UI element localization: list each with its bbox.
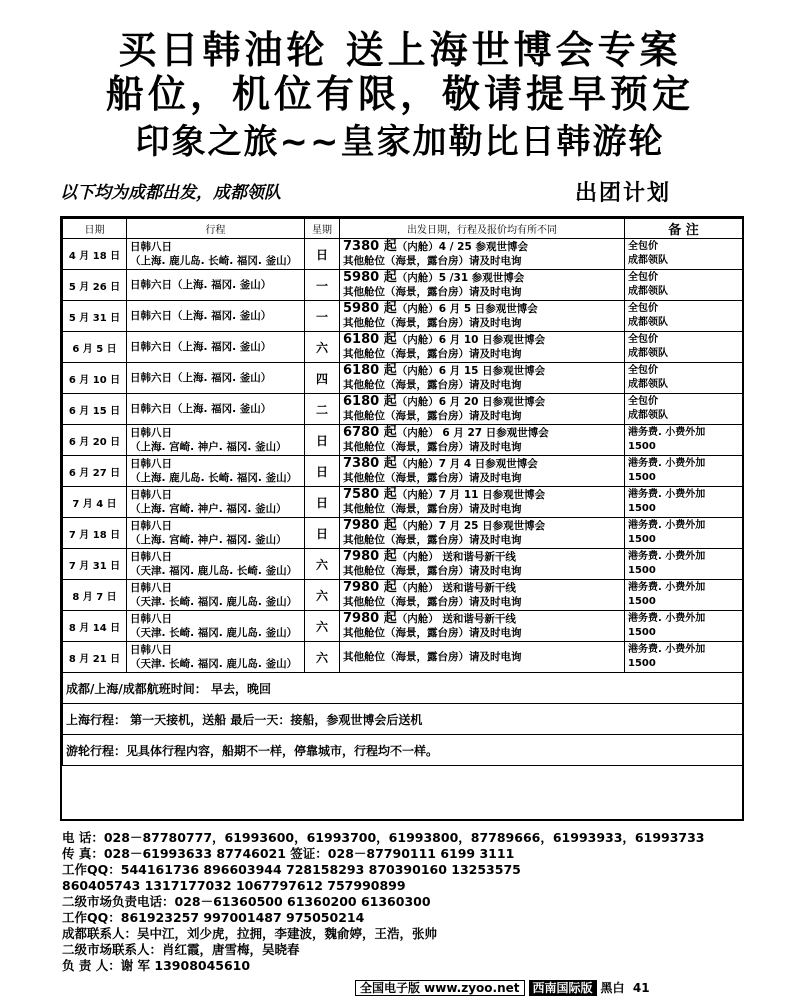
note-line-1: 港务费. 小费外加	[628, 582, 706, 593]
price-other-cabins: 其他舱位（海景，露台房）请及时电询	[343, 472, 522, 484]
row-note	[625, 363, 743, 394]
itinerary-title: 日韩八日	[130, 458, 172, 470]
price-detail: （内舱）7 月 11 日参观世博会	[396, 489, 546, 501]
note-line-2: 1500	[628, 658, 656, 669]
contact-fax: 传 真：028－61993633 87746021 签证：028－87790111 6199 3111	[62, 846, 515, 861]
row-itinerary	[127, 332, 305, 363]
price-other-cabins: 其他舱位（海景，露台房）请及时电询	[343, 565, 522, 577]
note-line-1: 全包价	[628, 334, 658, 345]
row-note	[625, 580, 743, 611]
price-other-cabins: 其他舱位（海景，露台房）请及时电询	[343, 255, 522, 267]
note-line-1: 港务费. 小费外加	[628, 520, 706, 531]
price-other-cabins: 其他舱位（海景，露台房）请及时电询	[343, 441, 522, 453]
price-detail: （内舱）6 月 10 日参观世博会	[396, 334, 546, 346]
note-line-1: 港务费. 小费外加	[628, 613, 706, 624]
note-line-1: 港务费. 小费外加	[628, 427, 706, 438]
itinerary-route: （天津. 福冈. 鹿儿岛. 长崎. 釜山）	[130, 565, 298, 577]
row-weekday: 日	[305, 456, 340, 487]
itinerary-route: （上海. 宫崎. 神户. 福冈. 釜山）	[130, 441, 287, 453]
row-note	[625, 549, 743, 580]
itinerary-title: 日韩八日	[130, 489, 172, 501]
note-line-2: 1500	[628, 472, 656, 483]
row-price	[340, 549, 625, 580]
itinerary-title: 日韩六日（上海. 福冈. 釜山）	[130, 279, 272, 291]
plan-label: 出团计划	[575, 181, 672, 206]
header-note: 备 注	[625, 219, 743, 239]
table-row	[63, 332, 743, 363]
row-date: 7 月 4 日	[63, 487, 127, 518]
price-other-cabins: 其他舱位（海景，露台房）请及时电询	[343, 410, 522, 422]
row-date: 8 月 7 日	[63, 580, 127, 611]
itinerary-title: 日韩八日	[130, 241, 172, 253]
row-itinerary	[127, 363, 305, 394]
footer-page: 41	[632, 981, 650, 995]
header-weekday: 星期	[305, 219, 340, 239]
row-date: 7 月 18 日	[63, 518, 127, 549]
row-note	[625, 456, 743, 487]
row-itinerary	[127, 642, 305, 673]
itinerary-title: 日韩八日	[130, 427, 172, 439]
note-line-1: 港务费. 小费外加	[628, 489, 706, 500]
headline-line-1: 买日韩油轮 送上海世博会专案	[118, 28, 682, 72]
price-detail: （内舱）7 月 4 日参观世博会	[396, 458, 538, 470]
price-from: 5980 起	[343, 270, 397, 285]
row-price	[340, 580, 625, 611]
row-date: 5 月 26 日	[63, 270, 127, 301]
row-weekday: 六	[305, 549, 340, 580]
contact-phone: 电 话：028－87780777，61993600，61993700，61993800，87789666，61993933，61993733	[62, 830, 705, 845]
row-date: 8 月 21 日	[63, 642, 127, 673]
footer-edition: 西南国际版	[529, 980, 597, 996]
info-shanghai: 上海行程： 第一天接机，送船 最后一天：接船，参观世博会后送机	[63, 704, 743, 735]
price-detail: （内舱） 6 月 27 日参观世博会	[396, 427, 549, 439]
row-note	[625, 332, 743, 363]
row-date: 7 月 31 日	[63, 549, 127, 580]
row-price	[340, 301, 625, 332]
row-note	[625, 394, 743, 425]
note-line-1: 港务费. 小费外加	[628, 644, 706, 655]
info-flight: 成都/上海/成都航班时间： 早去，晚回	[63, 673, 743, 704]
price-from: 6780 起	[343, 425, 397, 440]
itinerary-route: （上海. 宫崎. 神户. 福冈. 釜山）	[130, 534, 287, 546]
row-weekday: 日	[305, 239, 340, 270]
price-other-cabins: 其他舱位（海景，露台房）请及时电询	[343, 534, 522, 546]
row-note	[625, 239, 743, 270]
price-other-cabins: 其他舱位（海景，露台房）请及时电询	[343, 503, 522, 515]
price-other-cabins: 其他舱位（海景，露台房）请及时电询	[343, 651, 522, 663]
row-weekday: 一	[305, 270, 340, 301]
note-line-2: 成都领队	[628, 255, 668, 266]
price-detail: （内舱） 送和谐号新干线	[396, 613, 516, 625]
table-row	[63, 270, 743, 301]
row-price	[340, 611, 625, 642]
itinerary-title: 日韩八日	[130, 551, 172, 563]
itinerary-title: 日韩六日（上海. 福冈. 釜山）	[130, 310, 272, 322]
price-other-cabins: 其他舱位（海景，露台房）请及时电询	[343, 596, 522, 608]
note-line-2: 1500	[628, 503, 656, 514]
table-row	[63, 363, 743, 394]
row-itinerary	[127, 456, 305, 487]
note-line-2: 1500	[628, 441, 656, 452]
note-line-1: 港务费. 小费外加	[628, 551, 706, 562]
footer-site: 全国电子版 www.zyoo.net	[355, 980, 525, 996]
row-price	[340, 363, 625, 394]
itinerary-route: （天津. 长崎. 福冈. 鹿儿岛. 釜山）	[130, 627, 298, 639]
note-line-2: 成都领队	[628, 379, 668, 390]
contact-chengdu-people: 成都联系人：吴中江，刘少虎，拉拥，李建波，魏俞婷，王浩，张帅	[62, 926, 438, 941]
row-price	[340, 270, 625, 301]
itinerary-route: （上海. 宫崎. 神户. 福冈. 釜山）	[130, 503, 287, 515]
itinerary-title: 日韩八日	[130, 644, 172, 656]
row-itinerary	[127, 270, 305, 301]
row-date: 6 月 10 日	[63, 363, 127, 394]
price-from: 7980 起	[343, 611, 397, 626]
price-detail: （内舱） 送和谐号新干线	[396, 582, 516, 594]
contact-secondary-phone: 二级市场负责电话：028－61360500 61360200 61360300	[62, 894, 431, 909]
header-date: 日期	[63, 219, 127, 239]
row-weekday: 六	[305, 580, 340, 611]
note-line-2: 1500	[628, 565, 656, 576]
itinerary-route: （天津. 长崎. 福冈. 鹿儿岛. 釜山）	[130, 596, 298, 608]
price-from: 7380 起	[343, 456, 397, 471]
row-date: 6 月 15 日	[63, 394, 127, 425]
price-detail: （内舱）6 月 15 日参观世博会	[396, 365, 546, 377]
price-other-cabins: 其他舱位（海景，露台房）请及时电询	[343, 379, 522, 391]
itinerary-route: （上海. 鹿儿岛. 长崎. 福冈. 釜山）	[130, 472, 298, 484]
row-weekday: 二	[305, 394, 340, 425]
price-detail: （内舱）5 /31 参观世博会	[396, 272, 525, 284]
itinerary-title: 日韩六日（上海. 福冈. 釜山）	[130, 403, 272, 415]
row-price	[340, 425, 625, 456]
table-row	[63, 239, 743, 270]
note-line-1: 全包价	[628, 272, 658, 283]
row-price	[340, 332, 625, 363]
price-other-cabins: 其他舱位（海景，露台房）请及时电询	[343, 627, 522, 639]
row-itinerary	[127, 549, 305, 580]
row-weekday: 一	[305, 301, 340, 332]
footer-color: 黑白	[600, 981, 625, 995]
note-line-1: 全包价	[628, 365, 658, 376]
contact-qq-1: 工作QQ：544161736 896603944 728158293 870390160 13253575	[62, 862, 521, 877]
itinerary-title: 日韩六日（上海. 福冈. 釜山）	[130, 341, 272, 353]
row-date: 4 月 18 日	[63, 239, 127, 270]
note-line-1: 全包价	[628, 241, 658, 252]
row-weekday: 六	[305, 642, 340, 673]
price-detail: （内舱）6 月 5 日参观世博会	[396, 303, 538, 315]
row-price	[340, 394, 625, 425]
price-other-cabins: 其他舱位（海景，露台房）请及时电询	[343, 317, 522, 329]
table-row	[63, 611, 743, 642]
row-itinerary	[127, 239, 305, 270]
row-date: 6 月 20 日	[63, 425, 127, 456]
note-line-2: 1500	[628, 534, 656, 545]
price-from: 7980 起	[343, 580, 397, 595]
itinerary-route: （天津. 长崎. 福冈. 鹿儿岛. 釜山）	[130, 658, 298, 670]
row-date: 6 月 5 日	[63, 332, 127, 363]
table-row	[63, 549, 743, 580]
table-row	[63, 642, 743, 673]
price-detail: （内舱）6 月 20 日参观世博会	[396, 396, 546, 408]
table-row	[63, 456, 743, 487]
note-line-2: 1500	[628, 627, 656, 638]
row-weekday: 六	[305, 332, 340, 363]
departure-note: 以下均为成都出发，成都领队	[60, 183, 281, 203]
price-from: 7980 起	[343, 549, 397, 564]
row-price	[340, 456, 625, 487]
contact-qq-2: 860405743 1317177032 1067797612 757990899	[62, 878, 406, 893]
note-line-2: 成都领队	[628, 286, 668, 297]
price-other-cabins: 其他舱位（海景，露台房）请及时电询	[343, 348, 522, 360]
itinerary-title: 日韩八日	[130, 582, 172, 594]
note-line-1: 港务费. 小费外加	[628, 458, 706, 469]
itinerary-title: 日韩八日	[130, 613, 172, 625]
itinerary-title: 日韩八日	[130, 520, 172, 532]
price-from: 5980 起	[343, 301, 397, 316]
info-cruise: 游轮行程：见具体行程内容，船期不一样，停靠城市，行程均不一样。	[63, 735, 743, 766]
contact-qq-3: 工作QQ：861923257 997001487 975050214	[62, 910, 365, 925]
row-price	[340, 642, 625, 673]
table-row	[63, 487, 743, 518]
row-date: 6 月 27 日	[63, 456, 127, 487]
header-price: 出发日期，行程及报价均有所不同	[340, 219, 625, 239]
row-note	[625, 611, 743, 642]
row-note	[625, 301, 743, 332]
price-detail: （内舱）4 / 25 参观世博会	[396, 241, 528, 253]
row-itinerary	[127, 301, 305, 332]
note-line-1: 全包价	[628, 303, 658, 314]
row-price	[340, 487, 625, 518]
row-note	[625, 425, 743, 456]
price-from: 7380 起	[343, 239, 397, 254]
row-weekday: 六	[305, 611, 340, 642]
row-itinerary	[127, 394, 305, 425]
itinerary-title: 日韩六日（上海. 福冈. 釜山）	[130, 372, 272, 384]
table-row	[63, 301, 743, 332]
row-price	[340, 518, 625, 549]
price-detail: （内舱）7 月 25 日参观世博会	[396, 520, 546, 532]
row-price	[340, 239, 625, 270]
row-date: 5 月 31 日	[63, 301, 127, 332]
schedule-table-frame	[60, 216, 744, 821]
table-row	[63, 580, 743, 611]
row-weekday: 日	[305, 518, 340, 549]
row-date: 8 月 14 日	[63, 611, 127, 642]
row-note	[625, 270, 743, 301]
row-itinerary	[127, 580, 305, 611]
price-from: 6180 起	[343, 332, 397, 347]
note-line-2: 1500	[628, 596, 656, 607]
schedule-table	[62, 218, 743, 766]
price-other-cabins: 其他舱位（海景，露台房）请及时电询	[343, 286, 522, 298]
price-detail: （内舱） 送和谐号新干线	[396, 551, 516, 563]
row-itinerary	[127, 487, 305, 518]
row-note	[625, 487, 743, 518]
row-note	[625, 642, 743, 673]
note-line-2: 成都领队	[628, 317, 668, 328]
table-row	[63, 394, 743, 425]
contact-secondary-people: 二级市场联系人：肖红霞，唐雪梅，吴晓春	[62, 942, 300, 957]
contact-block	[62, 830, 792, 974]
price-from: 7580 起	[343, 487, 397, 502]
note-line-1: 全包价	[628, 396, 658, 407]
itinerary-route: （上海. 鹿儿岛. 长崎. 福冈. 釜山）	[130, 255, 298, 267]
footer	[355, 979, 650, 996]
headline-line-2: 船位，机位有限，敬请提早预定	[105, 72, 694, 116]
table-row	[63, 425, 743, 456]
contact-manager: 负 责 人：谢 军 13908045610	[62, 958, 251, 973]
table-row	[63, 518, 743, 549]
row-note	[625, 518, 743, 549]
row-itinerary	[127, 425, 305, 456]
row-weekday: 四	[305, 363, 340, 394]
note-line-2: 成都领队	[628, 348, 668, 359]
row-weekday: 日	[305, 487, 340, 518]
headline-line-3: 印象之旅~~皇家加勒比日韩游轮	[135, 122, 665, 162]
row-weekday: 日	[305, 425, 340, 456]
price-from: 6180 起	[343, 394, 397, 409]
note-line-2: 成都领队	[628, 410, 668, 421]
price-from: 7980 起	[343, 518, 397, 533]
row-itinerary	[127, 518, 305, 549]
header-itinerary: 行程	[127, 219, 305, 239]
price-from: 6180 起	[343, 363, 397, 378]
row-itinerary	[127, 611, 305, 642]
